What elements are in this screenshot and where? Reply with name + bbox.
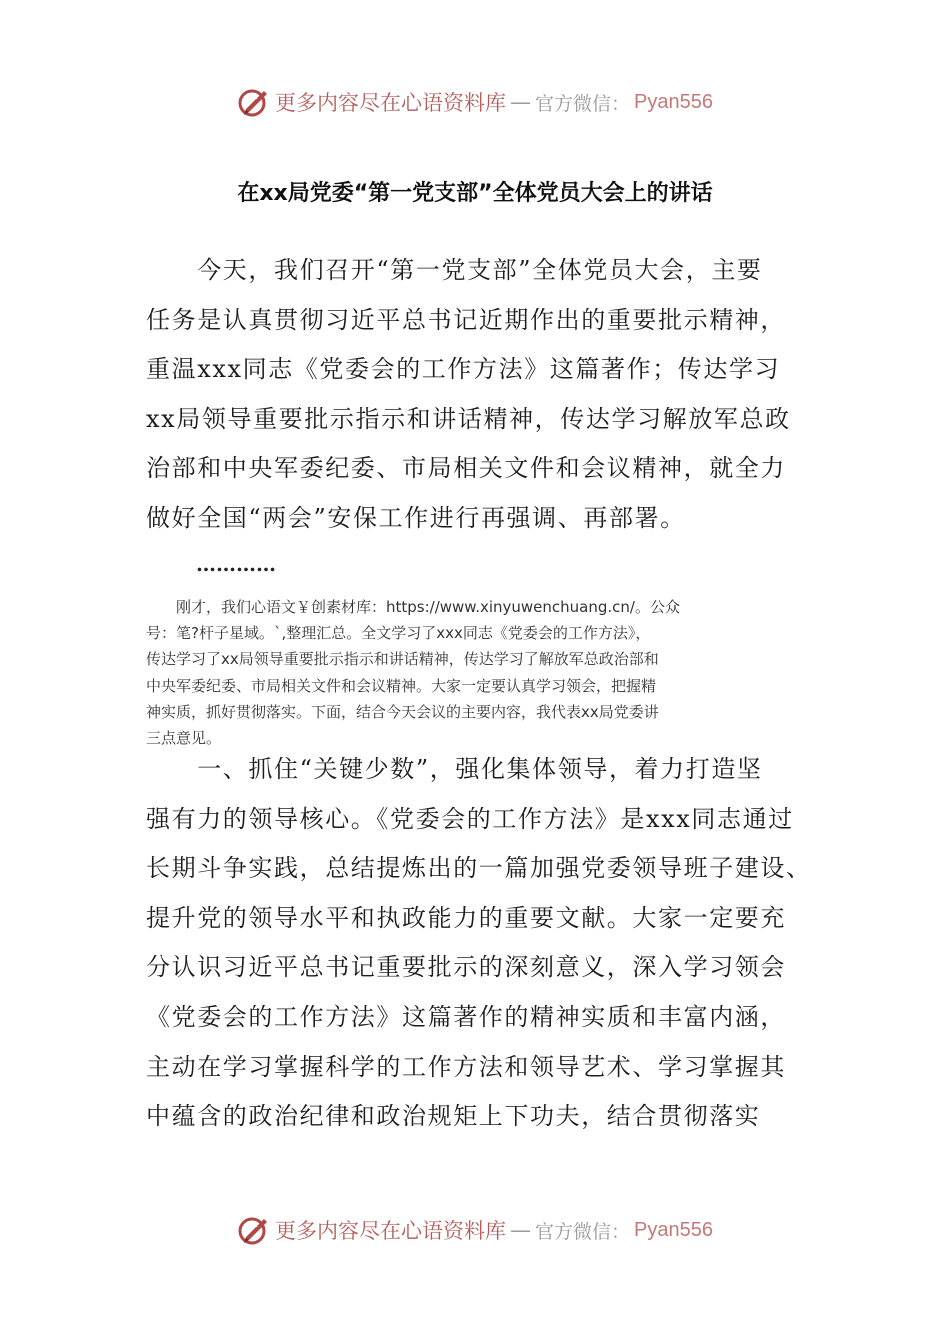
text-line: 《党委会的工作方法》这篇著作的精神实质和丰富内涵， xyxy=(146,1002,786,1031)
small-text-line: 传达学习了xx局领导重要批示指示和讲话精神，传达学习了解放军总政治部和 xyxy=(146,650,659,669)
text-line: 强有力的领导核心。《党委会的工作方法》是xxx同志通过 xyxy=(146,804,794,833)
text-line: 中蕴含的政治纪律和政治规矩上下功夫，结合贯彻落实 xyxy=(146,1102,761,1131)
text-line: 一、抓住“关键少数”，强化集体领导，着力打造坚 xyxy=(146,755,763,783)
banner-wechat-id: Pyan556 xyxy=(634,1218,713,1241)
paragraph-1 xyxy=(146,246,811,544)
banner-wechat-id: Pyan556 xyxy=(634,90,713,113)
ellipsis-marker: ………… xyxy=(196,552,276,576)
text-line: 长期斗争实践，总结提炼出的一篇加强党委领导班子建设、 xyxy=(146,854,812,883)
banner-separator: — xyxy=(510,1218,531,1242)
paragraph-2 xyxy=(146,745,811,1142)
text-line: 任务是认真贯彻习近平总书记近期作出的重要批示精神， xyxy=(146,305,786,334)
pen-logo-icon xyxy=(237,85,271,119)
document-title: 在xx局党委“第一党支部”全体党员大会上的讲话 xyxy=(237,181,713,206)
text-line: 做好全国“两会”安保工作进行再强调、再部署。 xyxy=(146,503,686,532)
banner-wechat-label: 官方微信： xyxy=(535,1220,631,1243)
header-watermark-banner xyxy=(0,82,950,122)
small-text-line: 号：笔?杆子星域。`,整理汇总。全文学习了xxx同志《党委会的工作方法》， xyxy=(146,624,651,643)
pen-logo-icon xyxy=(237,1213,271,1247)
text-line: 治部和中央军委纪委、市局相关文件和会议精神，就全力 xyxy=(146,454,786,483)
text-line: 重温xxx同志《党委会的工作方法》这篇著作；传达学习 xyxy=(146,355,781,384)
small-text-line: 中央军委纪委、市局相关文件和会议精神。大家一定要认真学习领会，把握精 xyxy=(146,676,657,695)
footer-watermark-banner xyxy=(0,1210,950,1250)
small-text-line: 三点意见。 xyxy=(146,728,222,747)
small-paragraph xyxy=(146,594,816,751)
text-line: 主动在学习掌握科学的工作方法和领导艺术、学习掌握其 xyxy=(146,1052,786,1081)
text-line: 分认识习近平总书记重要批示的深刻意义，深入学习领会 xyxy=(146,953,786,982)
text-line: xx局领导重要批示指示和讲话精神，传达学习解放军总政 xyxy=(146,404,791,433)
banner-wechat-label: 官方微信： xyxy=(535,92,631,115)
banner-text: 更多内容尽在心语资料库 xyxy=(275,1219,506,1243)
text-line: 提升党的领导水平和执政能力的重要文献。大家一定要充 xyxy=(146,903,786,932)
banner-text: 更多内容尽在心语资料库 xyxy=(275,91,506,115)
text-line: 今天，我们召开“第一党支部”全体党员大会，主要 xyxy=(146,256,763,284)
small-text-line: 刚才，我们心语文￥创素材库：https://www.xinyuwenchuang.cn/。公众 xyxy=(146,598,680,616)
small-text-line: 神实质，抓好贯彻落实。下面，结合今天会议的主要内容，我代表xx局党委讲 xyxy=(146,702,659,721)
banner-separator: — xyxy=(510,90,531,114)
